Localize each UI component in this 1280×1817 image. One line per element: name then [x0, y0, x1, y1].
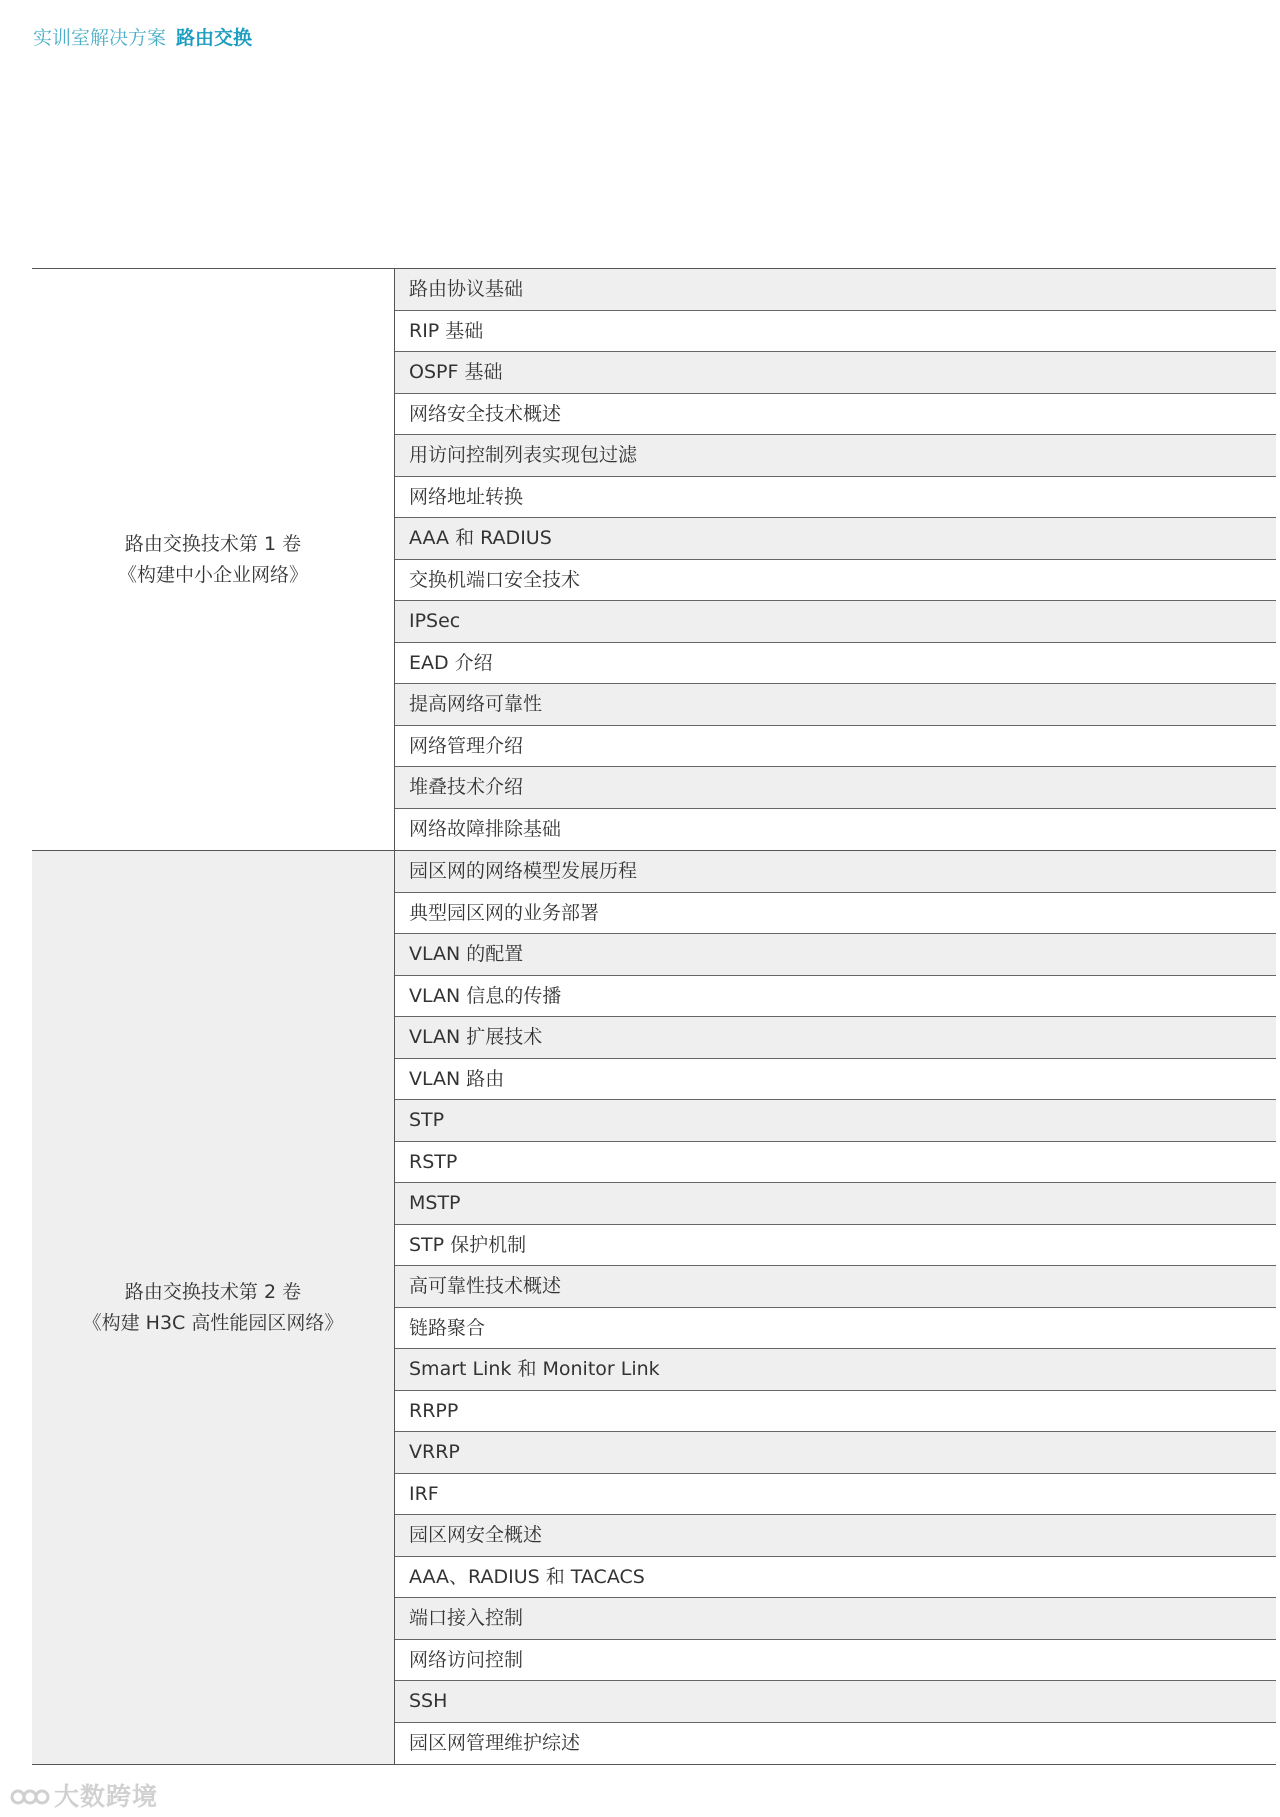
list-item: VLAN 路由 — [395, 1059, 1276, 1101]
list-item: RIP 基础 — [395, 311, 1276, 353]
watermark — [10, 1777, 158, 1813]
list-item: IPSec — [395, 601, 1276, 643]
list-item: 端口接入控制 — [395, 1598, 1276, 1640]
list-item: VLAN 的配置 — [395, 934, 1276, 976]
list-item: 链路聚合 — [395, 1308, 1276, 1350]
watermark-logo-icon — [10, 1785, 50, 1809]
list-item: RSTP — [395, 1142, 1276, 1184]
list-item: SSH — [395, 1681, 1276, 1723]
list-item: 用访问控制列表实现包过滤 — [395, 435, 1276, 477]
list-item: RRPP — [395, 1391, 1276, 1433]
group-items — [395, 269, 1276, 850]
list-item: EAD 介绍 — [395, 643, 1276, 685]
list-item: 网络故障排除基础 — [409, 817, 562, 840]
list-item: VLAN 扩展技术 — [395, 1017, 1276, 1059]
group-title-line2: 《构建 H3C 高性能园区网络》 — [82, 1311, 344, 1334]
list-item: VRRP — [395, 1432, 1276, 1474]
group-title-line1: 路由交换技术第 1 卷 — [124, 532, 302, 555]
list-item: 网络访问控制 — [395, 1640, 1276, 1682]
list-item: OSPF 基础 — [395, 352, 1276, 394]
list-item: 园区网安全概述 — [395, 1515, 1276, 1557]
list-item: AAA、RADIUS 和 TACACS — [395, 1557, 1276, 1599]
list-item: 高可靠性技术概述 — [395, 1266, 1276, 1308]
list-item: Smart Link 和 Monitor Link — [395, 1349, 1276, 1391]
list-item: 路由协议基础 — [395, 269, 1276, 311]
group-title-cell — [32, 851, 395, 1764]
list-item: STP — [395, 1100, 1276, 1142]
group-title-cell — [32, 269, 395, 850]
list-item: MSTP — [395, 1183, 1276, 1225]
list-item: 交换机端口安全技术 — [395, 560, 1276, 602]
group-title-line2: 《构建中小企业网络》 — [117, 563, 308, 586]
list-item: AAA 和 RADIUS — [395, 518, 1276, 560]
list-item: IRF — [395, 1474, 1276, 1516]
list-item: 提高网络可靠性 — [395, 684, 1276, 726]
list-item: 典型园区网的业务部署 — [395, 893, 1276, 935]
list-item: 网络管理介绍 — [395, 726, 1276, 768]
course-group-2 — [32, 851, 1276, 1765]
list-item: 网络安全技术概述 — [395, 394, 1276, 436]
page-header — [33, 24, 252, 52]
group-title-line1: 路由交换技术第 2 卷 — [124, 1280, 302, 1303]
list-item: VLAN 信息的传播 — [395, 976, 1276, 1018]
list-item: 园区网管理维护综述 — [409, 1731, 581, 1754]
list-item: STP 保护机制 — [395, 1225, 1276, 1267]
list-item: 堆叠技术介绍 — [395, 767, 1276, 809]
list-item: 网络地址转换 — [395, 477, 1276, 519]
course-table — [32, 268, 1276, 1765]
group-items — [395, 851, 1276, 1764]
header-section: 路由交换 — [176, 27, 253, 49]
course-group-1 — [32, 269, 1276, 851]
list-item: 园区网的网络模型发展历程 — [395, 851, 1276, 893]
header-series: 实训室解决方案 — [33, 27, 167, 49]
watermark-text: 大数跨境 — [54, 1782, 159, 1811]
